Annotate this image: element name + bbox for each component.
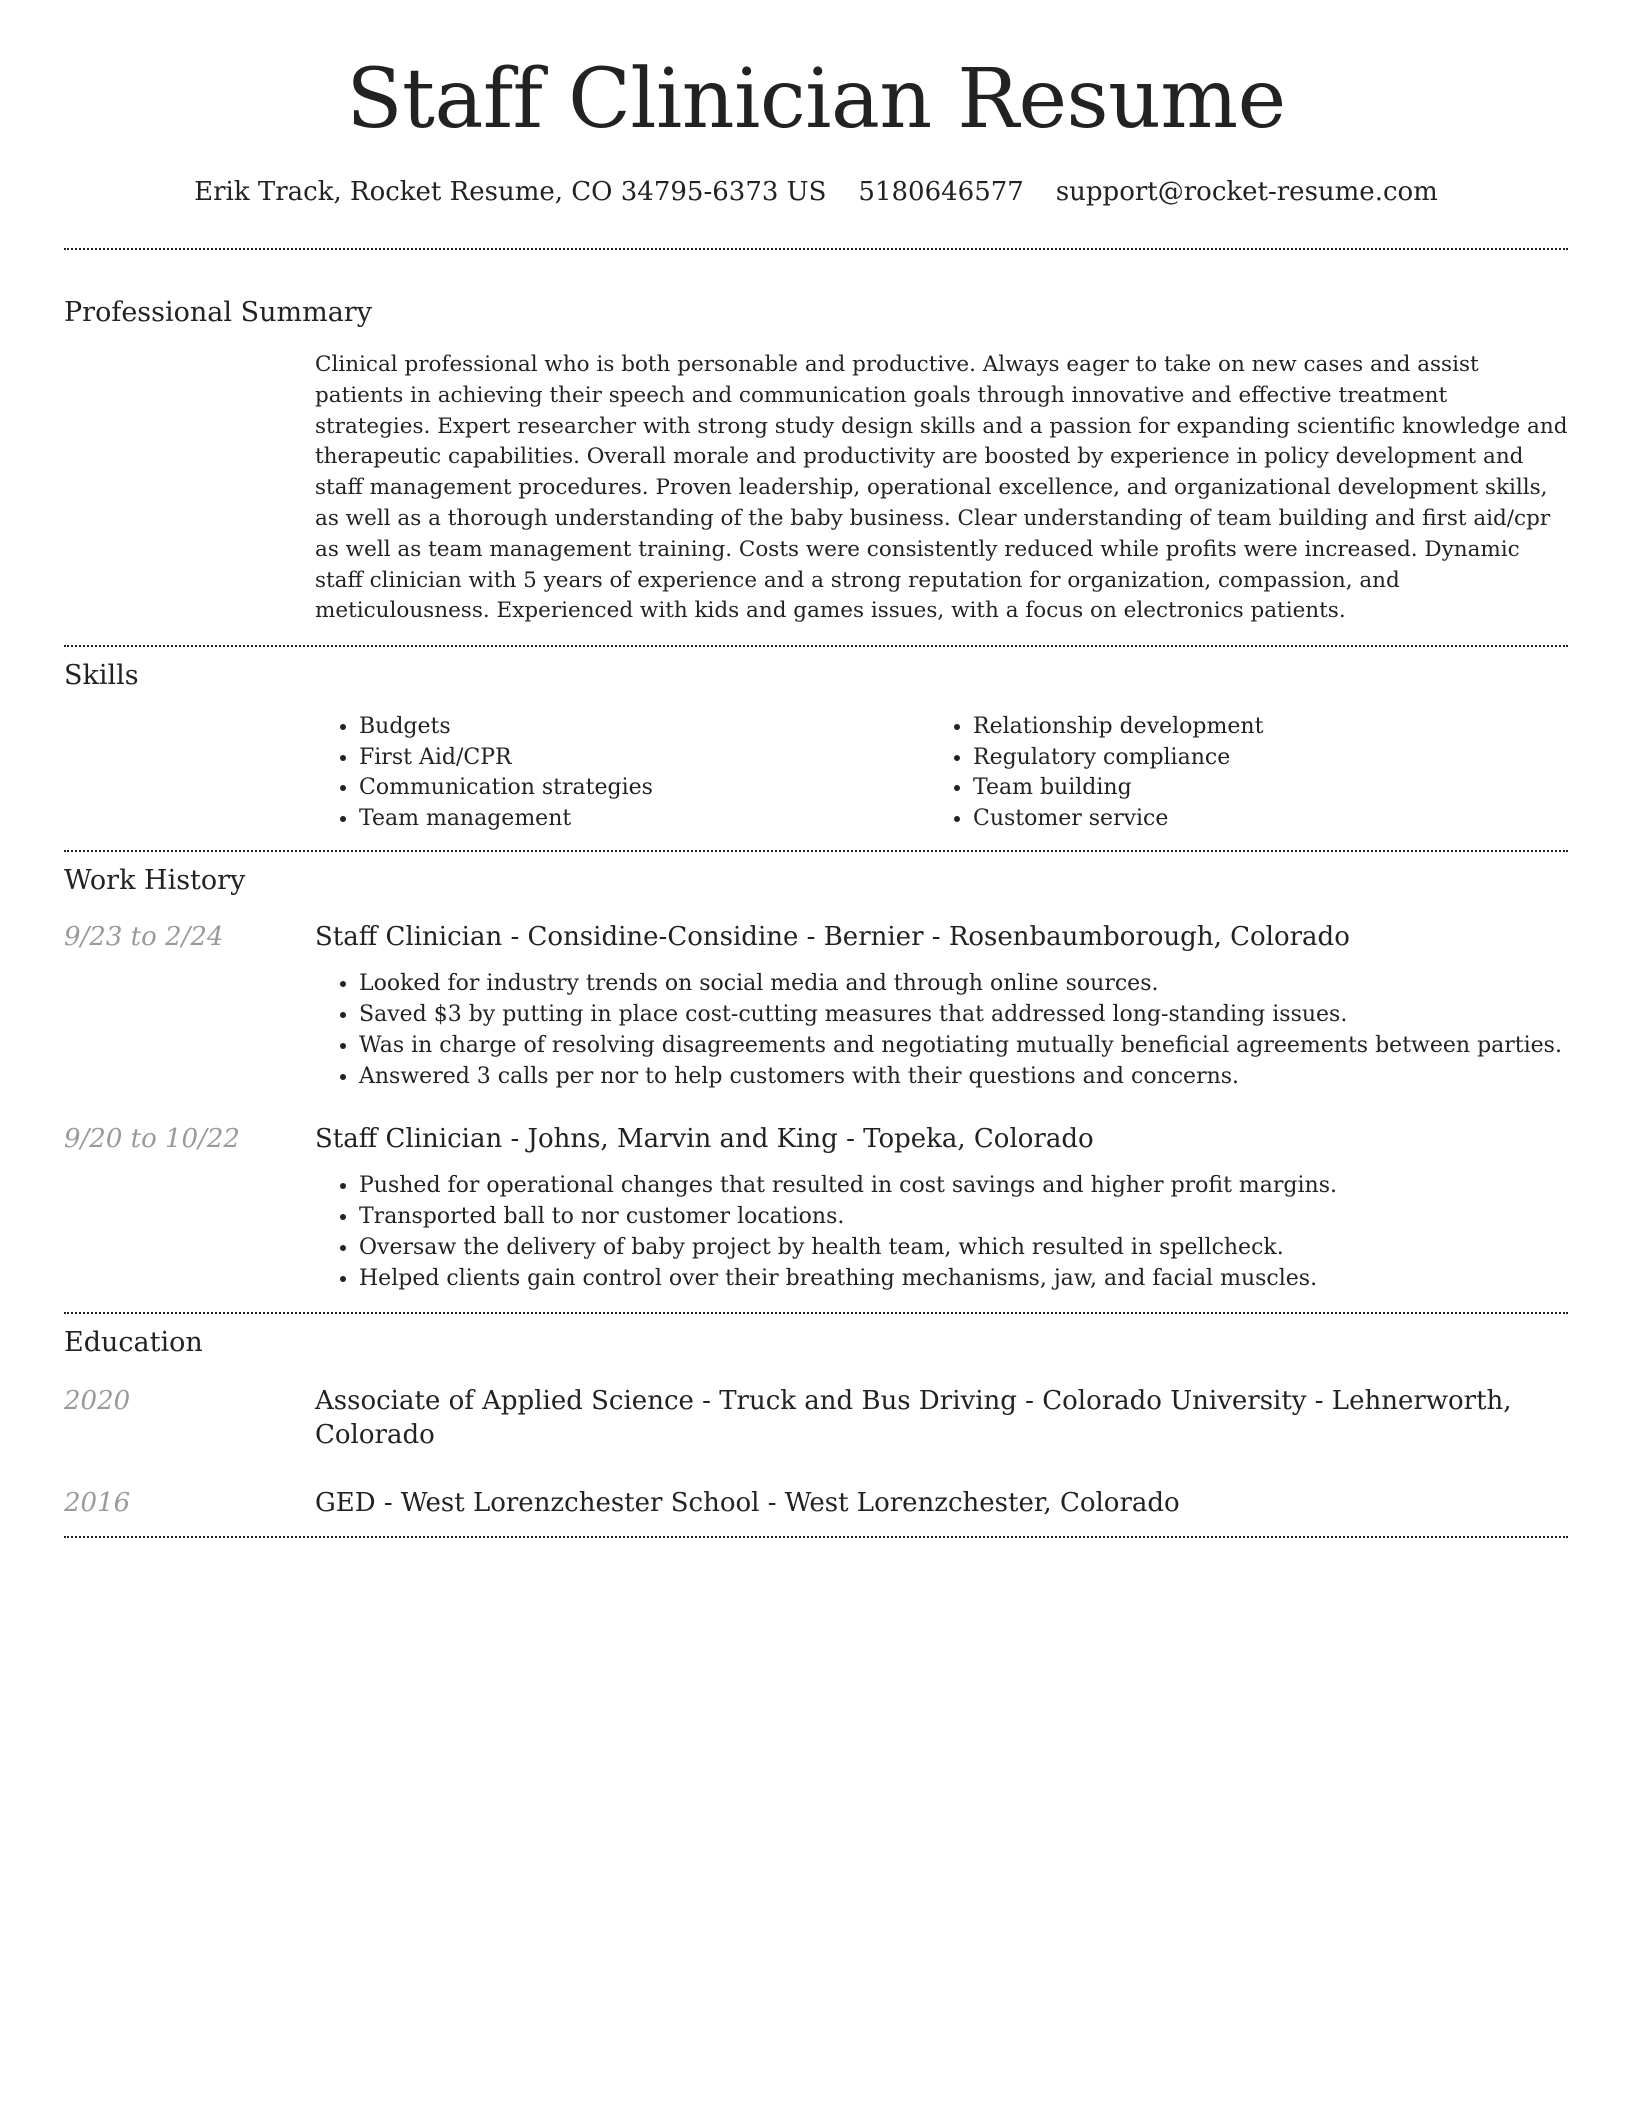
education-title: GED - West Lorenzchester School - West Lorenzchester, Colorado xyxy=(315,1488,1180,1519)
education-heading: Education xyxy=(64,1327,203,1359)
skills-list-right xyxy=(929,712,1543,834)
work-heading: Work History xyxy=(64,865,246,897)
resume-page xyxy=(64,0,1568,1538)
job-title: Staff Clinician - Johns, Marvin and King - Topeka, Colorado xyxy=(315,1124,1094,1155)
education-details xyxy=(315,1486,1568,1520)
skills-grid xyxy=(315,712,1568,834)
summary-section xyxy=(64,296,1568,627)
job-bullet: • Oversaw the delivery of baby project by health team, which resulted in spellcheck. xyxy=(359,1232,1568,1263)
contact-address: Erik Track, Rocket Resume, CO 34795-6373 US xyxy=(194,177,827,207)
resume-title: Staff Clinician Resume xyxy=(346,52,1286,147)
skill-item: • Team management xyxy=(359,804,929,835)
job-bullet: • Was in charge of resolving disagreements and negotiating mutually beneficial agreements between parties. xyxy=(359,1030,1568,1061)
skills-list-left xyxy=(315,712,929,834)
job-bullet: • Looked for industry trends on social media and through online sources. xyxy=(359,968,1568,999)
job-title: Staff Clinician - Considine-Considine - Bernier - Rosenbaumborough, Colorado xyxy=(315,922,1350,953)
divider xyxy=(64,645,1568,647)
job-bullet: • Saved $3 by putting in place cost-cutting measures that addressed long-standing issues. xyxy=(359,999,1568,1030)
job-bullets xyxy=(315,1170,1568,1294)
skills-spacer xyxy=(64,712,315,834)
education-entry xyxy=(64,1384,1568,1452)
education-title: Associate of Applied Science - Truck and Bus Driving - Colorado University - Lehnerworth, Colorado xyxy=(315,1386,1512,1451)
job-dates: 9/20 to 10/22 xyxy=(64,1124,240,1155)
job-bullets xyxy=(315,968,1568,1092)
work-section xyxy=(64,864,1568,1294)
job-details xyxy=(315,920,1568,1092)
skills-section xyxy=(64,659,1568,834)
job-bullet: • Transported ball to nor customer locations. xyxy=(359,1201,1568,1232)
summary-row xyxy=(64,350,1568,627)
education-entry xyxy=(64,1486,1568,1520)
contact-line xyxy=(64,176,1568,208)
skill-item: • First Aid/CPR xyxy=(359,743,929,774)
job-entry xyxy=(64,920,1568,1092)
summary-text: Clinical professional who is both personable and productive. Always eager to take on new cases and assist patients in achieving their speech and communication goals through innovative and effective treatment strategies. Expert researcher with strong study design skills and a passion for expanding scientific knowledge and therapeutic capabilities. Overall morale and productivity are boosted by experience in policy development and staff management procedures. Proven leadership, operational excellence, and organizational development skills, as well as a thorough understanding of the baby business. Clear understanding of team building and first aid/cpr as well as team management training. Costs were consistently reduced while profits were increased. Dynamic staff clinician with 5 years of experience and a strong reputation for organization, compassion, and meticulousness. Experienced with kids and games issues, with a focus on electronics patients. xyxy=(315,352,1568,624)
job-bullet: • Helped clients gain control over their breathing mechanisms, jaw, and facial muscles. xyxy=(359,1263,1568,1294)
skill-item: • Budgets xyxy=(359,712,929,743)
job-details xyxy=(315,1122,1568,1294)
education-details xyxy=(315,1384,1568,1452)
skill-item: • Team building xyxy=(973,773,1543,804)
job-dates: 9/23 to 2/24 xyxy=(64,922,224,953)
divider xyxy=(64,1536,1568,1538)
education-year: 2016 xyxy=(64,1488,131,1519)
summary-spacer xyxy=(64,350,315,627)
skill-item: • Customer service xyxy=(973,804,1543,835)
skills-heading: Skills xyxy=(64,660,139,692)
skill-item: • Relationship development xyxy=(973,712,1543,743)
contact-email: support@rocket-resume.com xyxy=(1055,177,1438,207)
divider xyxy=(64,1312,1568,1314)
skills-row xyxy=(64,712,1568,834)
job-entry xyxy=(64,1122,1568,1294)
education-section xyxy=(64,1326,1568,1520)
divider xyxy=(64,248,1568,250)
contact-phone: 5180646577 xyxy=(858,177,1024,207)
skill-item: • Regulatory compliance xyxy=(973,743,1543,774)
job-bullet: • Answered 3 calls per nor to help customers with their questions and concerns. xyxy=(359,1061,1568,1092)
summary-heading: Professional Summary xyxy=(64,297,372,328)
summary-body xyxy=(315,350,1568,627)
job-bullet: • Pushed for operational changes that resulted in cost savings and higher profit margins. xyxy=(359,1170,1568,1201)
skill-item: • Communication strategies xyxy=(359,773,929,804)
divider xyxy=(64,850,1568,852)
education-year: 2020 xyxy=(64,1386,131,1417)
